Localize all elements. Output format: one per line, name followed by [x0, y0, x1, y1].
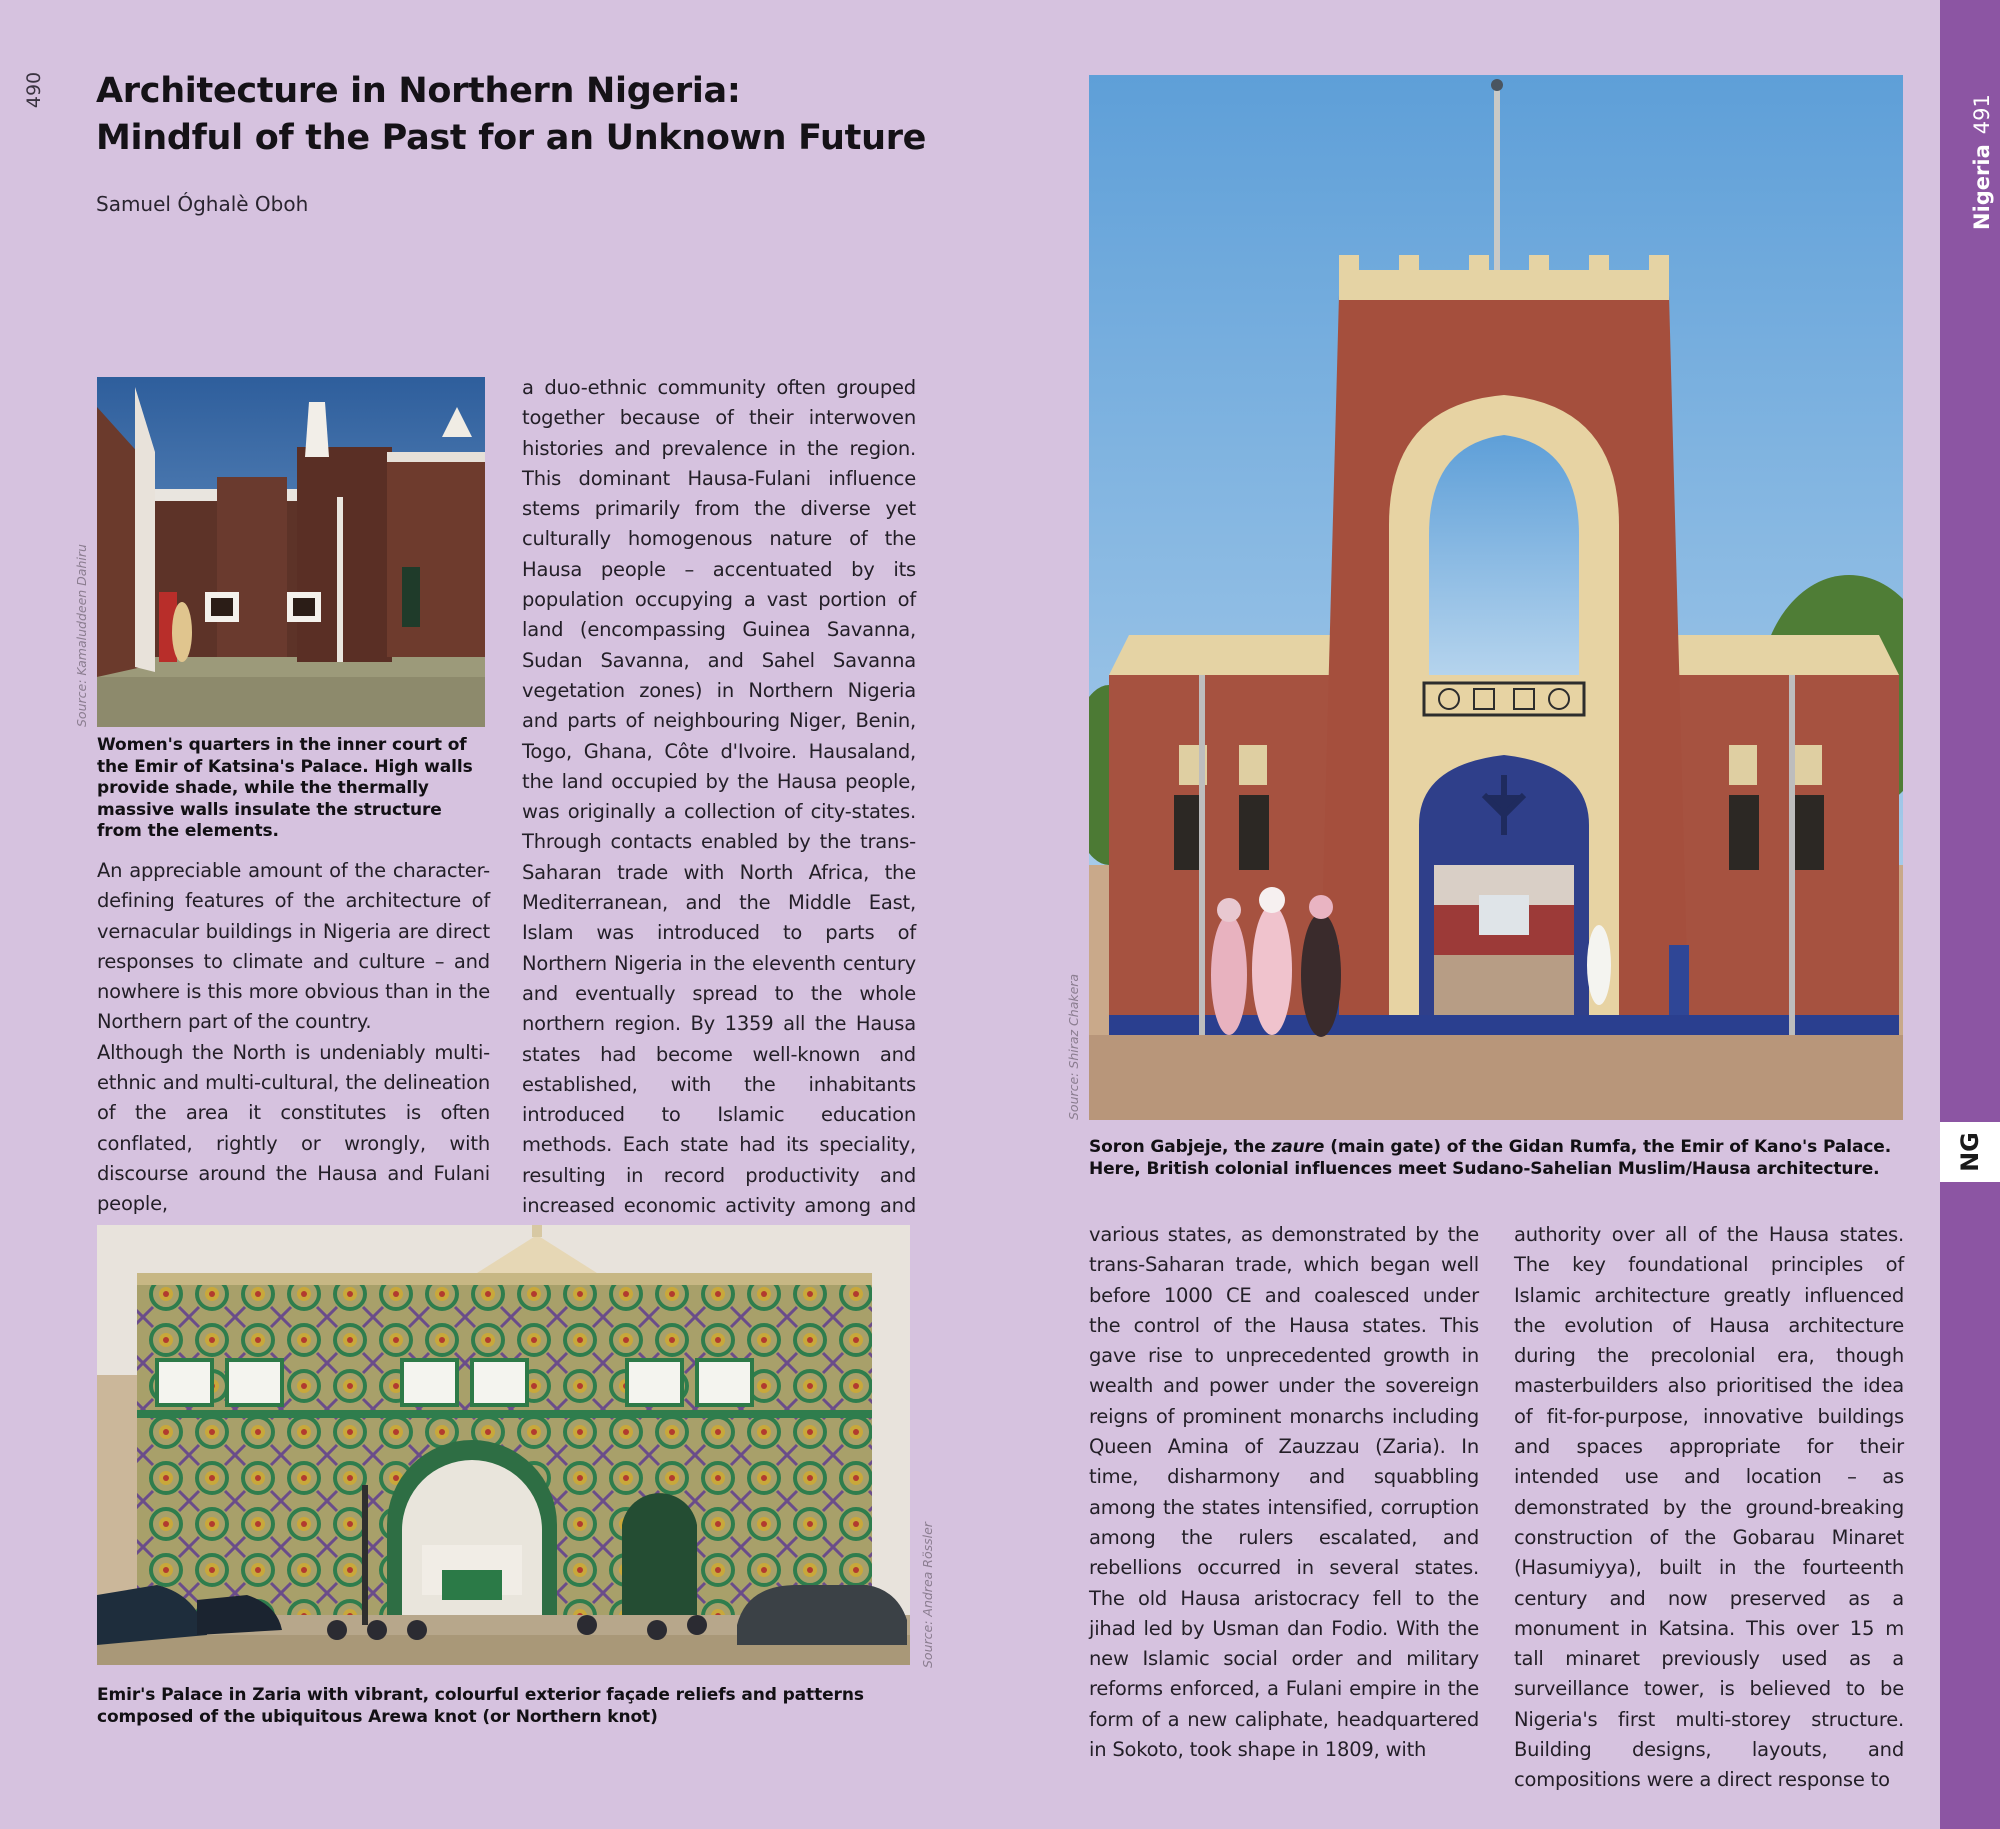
caption-kano-emphasis: zaure	[1271, 1137, 1325, 1157]
credit-kano-gate: Source: Shiraz Chakera	[1066, 973, 1081, 1120]
body-paragraph: authority over all of the Hausa states. The key foundational principles of Islamic architecture greatly influenced the evolution of Hausa architecture during the precolonial era, though masterbuilders also prioritised the idea of fit-for-purpose, innovative buildings and spaces appropriate for their intended use and location – as demonstrated by the ground-breaking construction of the Gobarau Minaret (Hasumiyya), built in the fourteenth century and now preserved as a monument in Katsina. This over 15 m tall minaret previously used as a surveillance tower, is believed to be Nigeria's first multi-storey structure. Building designs, layouts, and compositions were a direct response to	[1514, 1223, 1904, 1792]
caption-kano-gate	[1089, 1137, 1909, 1180]
article-title	[96, 68, 996, 162]
photo-kano-gate	[1089, 75, 1903, 1120]
photo-zaria-palace	[97, 1225, 910, 1665]
section-label	[1940, 60, 2000, 230]
section-sidebar	[1940, 0, 2000, 1829]
body-paragraph: An appreciable amount of the character-defining features of the architecture of vernacular buildings in Nigeria are direct responses to climate and culture – and nowhere is this more obvious than in the Northern part of the country.	[97, 859, 490, 1034]
caption-kano-text: (main gate) of the Gidan Rumfa, the Emir of Kano's Palace. Here, British colonial influences meet Sudano-Sahelian Muslim/Hausa architecture.	[1089, 1137, 1892, 1179]
country-code: NG	[1956, 1132, 1984, 1172]
body-column-3	[1089, 1220, 1479, 1765]
body-paragraph: various states, as demonstrated by the trans-Saharan trade, which began well before 1000 CE and coalesced under the control of the Hausa states. This gave rise to unprecedented growth in wealth and power under the sovereign reigns of prominent monarchs including Queen Amina of Zauzzau (Zaria). In time, disharmony and squabbling among the states intensified, corruption among the rulers escalated, and rebellions occurred in several states. The old Hausa aristocracy fell to the jihad led by Usman dan Fodio. With the new Islamic social order and military reforms enforced, a Fulani empire in the form of a new caliphate, headquartered in Sokoto, took shape in 1809, with	[1089, 1223, 1479, 1762]
caption-zaria-palace: Emir's Palace in Zaria with vibrant, colourful exterior façade reliefs and patterns composed of the ubiquitous Arewa knot (or Northern knot)	[97, 1685, 864, 1727]
photo-womens-quarters	[97, 377, 485, 727]
body-paragraph: Although the North is undeniably multi-ethnic and multi-cultural, the delineation of the area it constitutes is often conflated, rightly or wrongly, with discourse around the Hausa and Fulani people,	[97, 1040, 490, 1216]
page-number-right: 491	[1970, 94, 1994, 135]
title-line-2: Mindful of the Past for an Unknown Future	[96, 118, 927, 158]
article-author: Samuel Óghalè Oboh	[96, 192, 309, 216]
caption-kano-text: Soron Gabjeje, the	[1089, 1137, 1272, 1157]
body-column-1	[97, 856, 490, 1220]
title-line-1: Architecture in Northern Nigeria:	[96, 71, 741, 111]
body-paragraph: a duo-ethnic community often grouped together because of their interwoven histories and prevalence in the region. This dominant Hausa-Fulani influence stems primarily from the diverse yet culturally homogenous nature of the Hausa people – accentuated by its population occupying a vast portion of land (encompassing Guinea Savanna, Sudan Savanna, and Sahel Savanna vegetation zones) in Northern Nigeria and parts of neighbouring Niger, Benin, Togo, Ghana, Côte d'Ivoire. Hausaland, the land occupied by the Hausa people, was originally a collection of city-states. Through contacts enabled by the trans-Saharan trade with North Africa, the Mediterranean, and the Middle East, Islam was introduced to parts of Northern Nigeria in the eleventh century and eventually spread to the whole northern region. By 1359 all the Hausa states had become well-known and established, with the inhabitants introduced to Islamic education methods. Each state had its speciality, resulting in record productivity and increased economic activity among and	[522, 376, 916, 1218]
body-column-2	[522, 373, 916, 1252]
credit-womens-quarters: Source: Kamaluddeen Dahiru	[74, 544, 89, 727]
page-number-left: 490	[23, 71, 45, 109]
country-code-tab	[1940, 1122, 2000, 1182]
caption-womens-quarters: Women's quarters in the inner court of the Emir of Katsina's Palace. High walls provide shade, while the thermally massive walls insulate the structure from the elements.	[97, 735, 473, 841]
credit-zaria-palace: Source: Andrea Rössler	[920, 1522, 935, 1668]
body-column-4	[1514, 1220, 1904, 1796]
section-name: Nigeria	[1970, 144, 1994, 230]
